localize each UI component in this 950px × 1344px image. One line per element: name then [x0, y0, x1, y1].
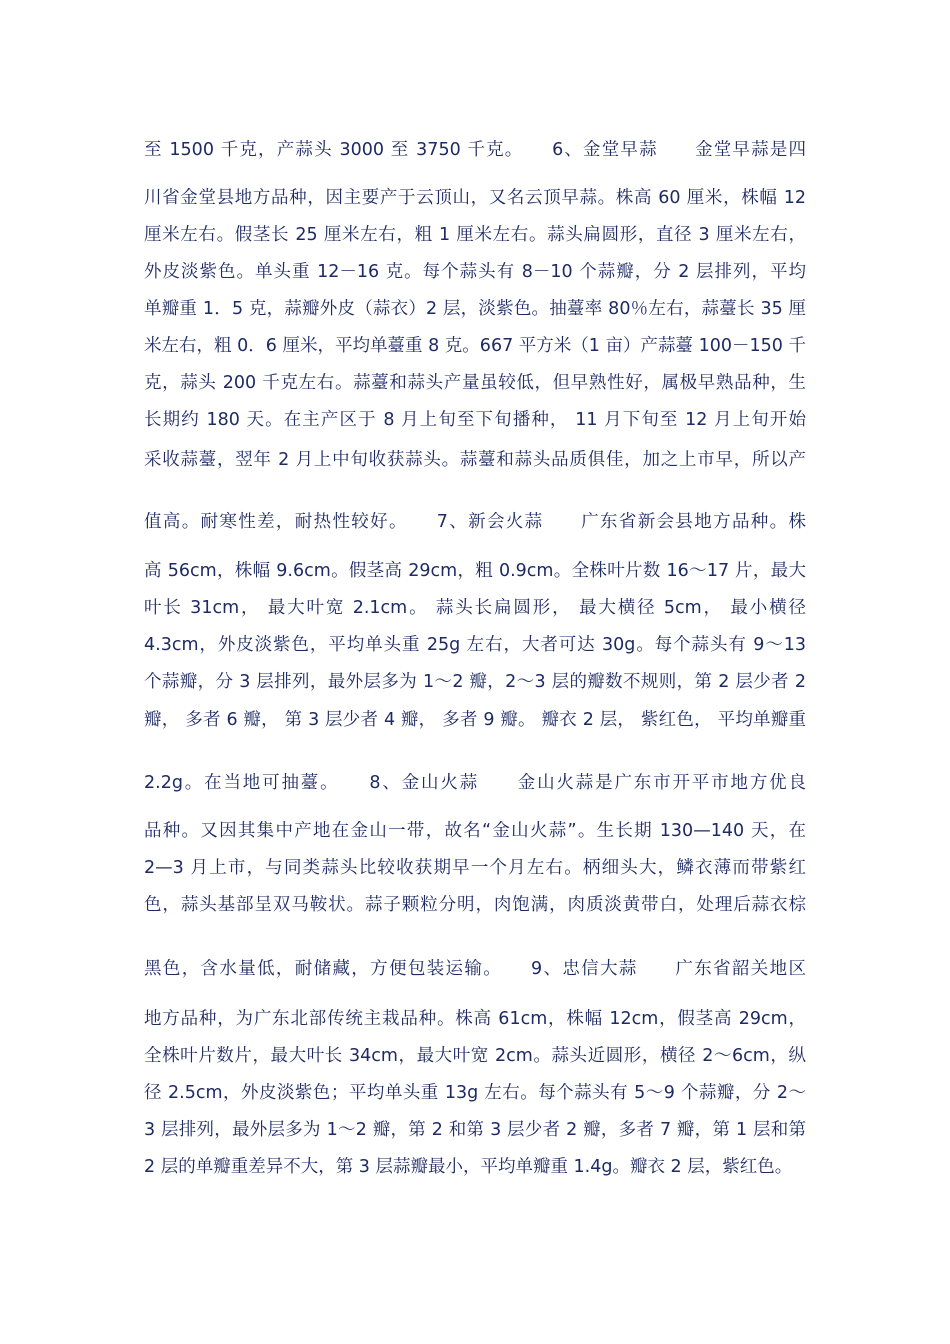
text-line: 叶长 31cm， 最大叶宽 2.1cm。 蒜头长扁圆形， 最大横径 5cm， 最小横径	[144, 598, 806, 618]
text-line: 克，蒜头 200 千克左右。蒜薹和蒜头产量虽较低，但早熟性好，属极早熟品种，生	[144, 373, 806, 393]
text-line: 3 层排列，最外层多为 1～2 瓣，第 2 和第 3 层少者 2 瓣，多者 7 瓣，第 1 层和第	[144, 1120, 806, 1140]
text-line: 单瓣重 1．5 克，蒜瓣外皮（蒜衣）2 层，淡紫色。抽薹率 80％左右，蒜薹长 35 厘	[144, 299, 806, 319]
text-line: 外皮淡紫色。单头重 12－16 克。每个蒜头有 8－10 个蒜瓣，分 2 层排列，平均	[144, 262, 806, 282]
text-line: 品种。又因其集中产地在金山一带，故名“金山火蒜”。生长期 130—140 天，在	[144, 821, 806, 841]
text-line: 瓣， 多者 6 瓣， 第 3 层少者 4 瓣， 多者 9 瓣。 瓣衣 2 层， 紫红色， 平均单瓣重	[144, 710, 806, 730]
text-line: 4.3cm，外皮淡紫色，平均单头重 25g 左右，大者可达 30g。每个蒜头有 9～13	[144, 635, 806, 655]
text-line: 径 2.5cm，外皮淡紫色；平均单头重 13g 左右。每个蒜头有 5～9 个蒜瓣，分 2～	[144, 1083, 806, 1103]
text-line: 米左右，粗 0．6 厘米，平均单薹重 8 克。667 平方米（1 亩）产蒜薹 100－150 千	[144, 336, 806, 356]
text-line: 全株叶片数片，最大叶长 34cm，最大叶宽 2cm。蒜头近圆形，横径 2～6cm，纵	[144, 1046, 806, 1066]
text-line: 2 层的单瓣重差异不大，第 3 层蒜瓣最小，平均单瓣重 1.4g。瓣衣 2 层，紫红色。	[144, 1157, 793, 1177]
text-line: 值高。耐寒性差，耐热性较好。 7、新会火蒜 广东省新会县地方品种。株	[144, 512, 806, 532]
text-line: 2.2g。在当地可抽薹。 8、金山火蒜 金山火蒜是广东市开平市地方优良	[144, 773, 806, 793]
text-line: 高 56cm，株幅 9.6cm。假茎高 29cm，粗 0.9cm。全株叶片数 16～17 片，最大	[144, 561, 806, 581]
text-line: 个蒜瓣，分 3 层排列，最外层多为 1～2 瓣，2～3 层的瓣数不规则，第 2 层少者 2	[144, 672, 806, 692]
text-line: 色，蒜头基部呈双马鞍状。蒜子颗粒分明，肉饱满，肉质淡黄带白，处理后蒜衣棕	[144, 895, 806, 915]
text-line: 黑色，含水量低，耐储藏，方便包装运输。 9、忠信大蒜 广东省韶关地区	[144, 959, 806, 979]
text-line: 地方品种，为广东北部传统主栽品种。株高 61cm，株幅 12cm，假茎高 29cm，	[144, 1009, 806, 1029]
text-line: 至 1500 千克，产蒜头 3000 至 3750 千克。 6、金堂早蒜 金堂早蒜是四	[144, 140, 806, 160]
text-line: 长期约 180 天。在主产区于 8 月上旬至下旬播种， 11 月下旬至 12 月上旬开始	[144, 410, 806, 430]
text-line: 厘米左右。假茎长 25 厘米左右，粗 1 厘米左右。蒜头扁圆形，直径 3 厘米左右，	[144, 225, 806, 245]
text-line: 2—3 月上市，与同类蒜头比较收获期早一个月左右。柄细头大，鳞衣薄而带紫红	[144, 858, 806, 878]
text-line: 采收蒜薹，翌年 2 月上中旬收获蒜头。蒜薹和蒜头品质俱佳，加之上市早，所以产	[144, 450, 806, 470]
text-line: 川省金堂县地方品种，因主要产于云顶山，又名云顶早蒜。株高 60 厘米，株幅 12	[144, 188, 806, 208]
